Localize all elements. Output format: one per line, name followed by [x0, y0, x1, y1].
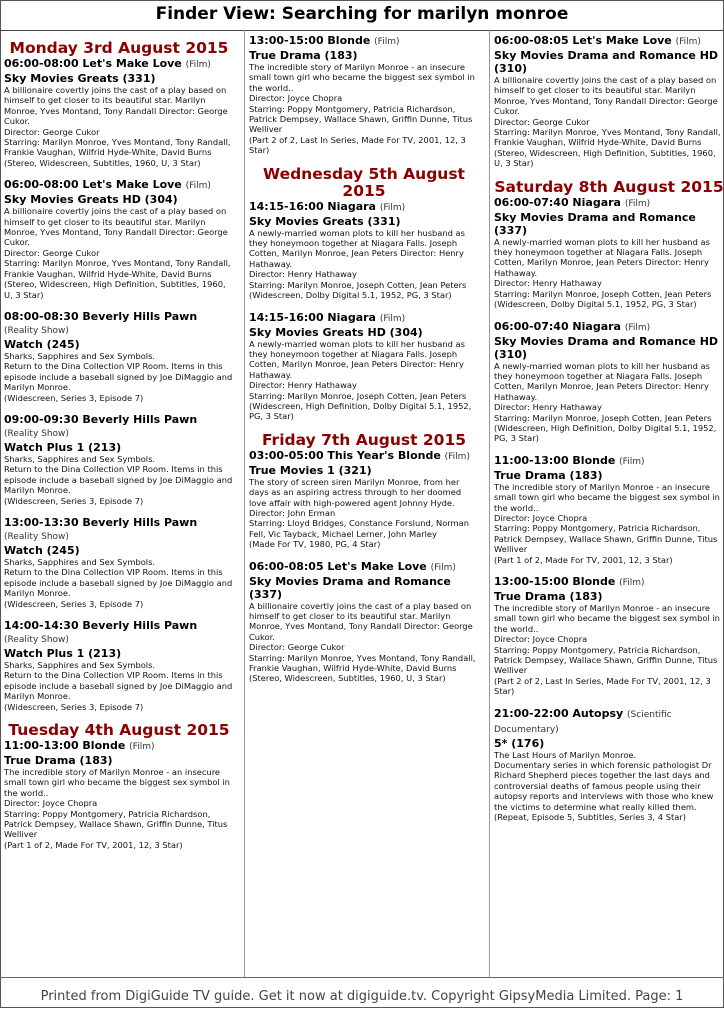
description-line: The incredible story of Marilyn Monroe - an insecure small town girl who became the biggest sex symbol in the world..: [494, 603, 720, 634]
description-line: Documentary series in which forensic pathologist Dr Richard Shepherd pieces together the last days and controversial deaths of famous people using their autopsy reports and interviews with those who knew the victims to determine what really killed them.: [494, 760, 714, 812]
programme-type: (Film): [185, 60, 211, 70]
description-line: A billionaire covertly joins the cast of a play based on himself to get closer to its beautiful star. Marilyn Monroe, Yves Montand, Tony Randall Director: George Cukor.: [249, 600, 473, 642]
programme-type: (Reality Show): [4, 531, 69, 542]
programme-description: [4, 351, 234, 403]
listing-column-2: [249, 34, 479, 694]
day-heading: Monday 3rd August 2015: [9, 39, 229, 57]
day-heading: Saturday 8th August 2015: [494, 177, 724, 196]
programme-type: (Film): [379, 202, 406, 213]
programme-description: [494, 603, 724, 697]
description-line: A newly-married woman plots to kill her husband as they honeymoon together at Niagara Falls. Joseph Cotten, Marilyn Monroe, Jean Peters Director: Henry Hathaway.: [249, 227, 465, 269]
programme-time-title: 06:00-08:05 Let's Make Love: [494, 34, 672, 47]
description-line: A billionaire covertly joins the cast of a play based on himself to get closer to its beautiful star. Marilyn Monroe, Yves Montand, Tony Randall Director: George Cukor.: [494, 75, 718, 117]
listing-item[interactable]: [4, 619, 234, 712]
programme-title: [494, 575, 724, 590]
programme-time-title: 14:00-14:30 Beverly Hills Pawn: [4, 619, 198, 632]
description-line: The story of screen siren Marilyn Monroe, from her days as an aspiring actress through to her doomed love affair with high-powered agent Johnny Hyde.: [249, 476, 462, 508]
description-line: (Repeat, Episode 5, Subtitles, Series 3, 4 Star): [494, 812, 686, 823]
listing-item[interactable]: [494, 575, 724, 697]
description-line: A newly-married woman plots to kill her husband as they honeymoon together at Niagara Falls. Joseph Cotten, Marilyn Monroe, Jean Peters Director: Henry Hathaway.: [494, 360, 710, 402]
programme-description: [4, 206, 234, 300]
description-line: (Stereo, Widescreen, Subtitles, 1960, U, 3 Star): [249, 673, 446, 684]
programme-description: [4, 85, 234, 168]
programme-type: (Film): [444, 451, 470, 462]
programme-time-title: 14:15-16:00 Niagara: [249, 199, 376, 213]
programme-type: (Reality Show): [4, 428, 69, 439]
day-heading: Friday 7th August 2015: [261, 430, 467, 449]
listing-item[interactable]: [249, 560, 479, 684]
listing-item[interactable]: [4, 178, 234, 300]
description-line: (Stereo, Widescreen, Subtitles, 1960, U, 3 Star): [4, 157, 201, 168]
description-line: Return to the Dina Collection VIP Room. Items in this episode include a baseball signed by Joe DiMaggio and Marilyn Monroe.: [4, 670, 233, 702]
description-line: (Made For TV, 1980, PG, 4 Star): [249, 539, 381, 550]
description-line: (Widescreen, Series 3, Episode 7): [4, 701, 144, 712]
programme-time-title: 21:00-22:00 Autopsy: [494, 706, 624, 720]
listing-item[interactable]: [494, 196, 724, 310]
description-line: Starring: Marilyn Monroe, Yves Montand, Tony Randall, Frankie Vaughan, Wilfrid Hyde-White, David Burns: [494, 127, 721, 148]
channel-name: True Movies 1 (321): [249, 463, 372, 477]
description-line: Director: Henry Hathaway: [249, 380, 357, 391]
description-line: (Widescreen, Dolby Digital 5.1, 1952, PG, 3 Star): [494, 299, 697, 310]
programme-title: [4, 57, 234, 72]
description-line: Director: Henry Hathaway: [494, 278, 602, 289]
programme-time-title: 11:00-13:00 Blonde: [494, 453, 616, 467]
programme-time-title: 06:00-07:40 Niagara: [494, 319, 621, 333]
programme-type: (Reality Show): [4, 635, 69, 645]
description-line: The incredible story of Marilyn Monroe - an insecure small town girl who became the biggest sex symbol in the world..: [494, 481, 720, 513]
description-line: The incredible story of Marilyn Monroe - an insecure small town girl who became the biggest sex symbol in the world..: [4, 767, 230, 798]
listing-item[interactable]: [4, 516, 234, 609]
programme-type: (Film): [619, 578, 645, 588]
description-line: Sharks, Sapphires and Sex Symbols.: [4, 453, 156, 464]
description-line: (Stereo, Widescreen, High Definition, Subtitles, 1960, U, 3 Star): [494, 147, 716, 169]
description-line: (Widescreen, Series 3, Episode 7): [4, 392, 144, 403]
description-line: Sharks, Sapphires and Sex Symbols.: [4, 660, 156, 670]
programme-description: [494, 75, 724, 169]
channel-name: True Drama (183): [494, 590, 603, 603]
programme-description: [494, 237, 724, 310]
programme-type: (Film): [379, 313, 406, 324]
listing-item[interactable]: [4, 57, 234, 168]
programme-title: [494, 34, 724, 49]
description-line: The incredible story of Marilyn Monroe - an insecure small town girl who became the biggest sex symbol in the world..: [249, 62, 475, 93]
programme-description: [494, 482, 724, 565]
channel-name: Watch Plus 1 (213): [4, 647, 122, 660]
description-line: Starring: Marilyn Monroe, Yves Montand, Tony Randall, Frankie Vaughan, Wilfrid Hyde-White, David Burns: [4, 137, 231, 158]
programme-time-title: 13:00-15:00 Blonde: [249, 34, 371, 47]
description-line: Director: Joyce Chopra: [4, 798, 98, 809]
description-line: A newly-married woman plots to kill her husband as they honeymoon together at Niagara Falls. Joseph Cotten, Marilyn Monroe, Jean Peters Director: Henry Hathaway.: [494, 236, 710, 278]
programme-type: (Reality Show): [4, 325, 69, 336]
footer-text: Printed from DigiGuide TV guide. Get it now at digiguide.tv. Copyright GipsyMedia Limited. Page: 1: [40, 989, 684, 1004]
description-line: Starring: Marilyn Monroe, Joseph Cotten, Jean Peters: [249, 390, 467, 401]
channel-name: Sky Movies Greats (331): [4, 72, 156, 85]
description-line: Director: George Cukor: [4, 126, 100, 137]
programme-type: (Film): [185, 181, 211, 192]
listing-item[interactable]: [494, 34, 724, 169]
day-heading: Wednesday 5th August 2015: [263, 164, 465, 200]
description-line: A newly-married woman plots to kill her husband as they honeymoon together at Niagara Falls. Joseph Cotten, Marilyn Monroe, Jean Peters Director: Henry Hathaway.: [249, 338, 465, 380]
description-line: Director: George Cukor: [494, 116, 590, 127]
description-line: (Part 2 of 2, Last In Series, Made For TV, 2001, 12, 3 Star): [249, 134, 466, 156]
description-line: Starring: Marilyn Monroe, Yves Montand, Tony Randall, Frankie Vaughan, Wilfrid Hyde-White, David Burns: [4, 258, 231, 279]
programme-time-title: 06:00-08:05 Let's Make Love: [249, 559, 427, 573]
programme-type: (Film): [624, 322, 651, 333]
description-line: Sharks, Sapphires and Sex Symbols.: [4, 350, 156, 361]
channel-name: Sky Movies Greats HD (304): [4, 193, 178, 207]
programme-description: [4, 767, 234, 850]
listing-item[interactable]: [249, 200, 479, 301]
channel-name: True Drama (183): [494, 468, 603, 482]
programme-description: [494, 361, 724, 444]
description-line: Starring: Marilyn Monroe, Joseph Cotten, Jean Peters: [494, 412, 712, 423]
programme-title: [249, 449, 479, 464]
listing-item[interactable]: [249, 311, 479, 422]
description-line: Director: Joyce Chopra: [494, 634, 588, 645]
description-line: Sharks, Sapphires and Sex Symbols.: [4, 556, 156, 567]
title-divider: [0, 30, 724, 31]
listing-item[interactable]: [494, 320, 724, 444]
listing-column-1: [4, 34, 234, 860]
description-line: Director: Henry Hathaway: [494, 402, 602, 413]
programme-title: [4, 739, 234, 754]
listing-column-3: [494, 34, 724, 833]
channel-name: Sky Movies Drama and Romance HD (310): [494, 334, 719, 361]
channel-name: True Drama (183): [4, 754, 113, 768]
programme-time-title: 13:00-15:00 Blonde: [494, 575, 616, 588]
column-divider: [244, 30, 245, 977]
description-line: The Last Hours of Marilyn Monroe.: [494, 749, 637, 760]
description-line: Starring: Marilyn Monroe, Joseph Cotten, Jean Peters: [249, 279, 467, 290]
programme-title: [494, 707, 724, 737]
programme-title: [4, 516, 234, 544]
programme-title: [249, 34, 479, 49]
description-line: (Widescreen, Dolby Digital 5.1, 1952, PG, 3 Star): [249, 290, 452, 301]
programme-title: [494, 196, 724, 211]
programme-type: (Film): [624, 198, 651, 209]
programme-time-title: 13:00-13:30 Beverly Hills Pawn: [4, 515, 198, 529]
channel-name: 5* (176): [494, 736, 545, 750]
programme-type: (Film): [374, 37, 400, 47]
listing-item[interactable]: [494, 707, 724, 823]
description-line: A billionaire covertly joins the cast of a play based on himself to get closer to its beautiful star. Marilyn Monroe, Yves Montand, Tony Randall Director: George Cukor.: [4, 206, 228, 248]
programme-type: (Film): [129, 742, 155, 753]
programme-description: [249, 62, 479, 156]
programme-time-title: 06:00-07:40 Niagara: [494, 195, 621, 209]
channel-name: Watch (245): [4, 543, 80, 557]
description-line: (Widescreen, Series 3, Episode 7): [4, 495, 144, 506]
description-line: Director: Henry Hathaway: [249, 269, 357, 280]
description-line: Director: Joyce Chopra: [494, 512, 588, 523]
description-line: Director: Joyce Chopra: [249, 93, 343, 104]
programme-description: [249, 601, 479, 684]
programme-title: [4, 178, 234, 193]
description-line: Starring: Poppy Montgomery, Patricia Richardson, Patrick Dempsey, Wallace Shawn, Griffin Dunne, Titus Welliver: [4, 808, 228, 840]
programme-description: [249, 477, 479, 550]
programme-description: [4, 660, 234, 712]
description-line: (Part 1 of 2, Made For TV, 2001, 12, 3 Star): [4, 839, 183, 850]
programme-time-title: 09:00-09:30 Beverly Hills Pawn: [4, 412, 198, 426]
column-divider: [489, 30, 490, 977]
programme-description: [249, 228, 479, 301]
description-line: Starring: Poppy Montgomery, Patricia Richardson, Patrick Dempsey, Wallace Shawn, Griffin Dunne, Titus Welliver: [494, 523, 718, 555]
listing-item[interactable]: [494, 454, 724, 565]
programme-title: [494, 454, 724, 469]
programme-time-title: 08:00-08:30 Beverly Hills Pawn: [4, 309, 198, 323]
listing-item[interactable]: [4, 310, 234, 403]
programme-title: [249, 200, 479, 215]
description-line: Return to the Dina Collection VIP Room. Items in this episode include a baseball signed by Joe DiMaggio and Marilyn Monroe.: [4, 567, 233, 599]
description-line: (Part 2 of 2, Last In Series, Made For TV, 2001, 12, 3 Star): [494, 675, 711, 697]
programme-description: [249, 339, 479, 422]
description-line: (Part 1 of 2, Made For TV, 2001, 12, 3 Star): [494, 554, 673, 565]
channel-name: Sky Movies Drama and Romance (337): [494, 210, 696, 237]
programme-title: [494, 320, 724, 335]
programme-type: (Scientific Documentary): [494, 709, 672, 735]
description-line: A billionaire covertly joins the cast of a play based on himself to get closer to its beautiful star. Marilyn Monroe, Yves Montand, Tony Randall Director: George Cukor.: [4, 85, 228, 127]
description-line: (Widescreen, High Definition, Dolby Digital 5.1, 1952, PG, 3 Star): [249, 400, 472, 422]
listing-item[interactable]: [4, 739, 234, 850]
description-line: Return to the Dina Collection VIP Room. Items in this episode include a baseball signed by Joe DiMaggio and Marilyn Monroe.: [4, 464, 233, 496]
channel-name: Sky Movies Drama and Romance (337): [249, 574, 451, 601]
channel-name: Sky Movies Greats HD (304): [249, 325, 423, 339]
programme-description: [4, 454, 234, 506]
description-line: (Stereo, Widescreen, High Definition, Subtitles, 1960, U, 3 Star): [4, 279, 226, 300]
description-line: Starring: Marilyn Monroe, Yves Montand, Tony Randall, Frankie Vaughan, Wilfrid Hyde-White, David Burns: [249, 652, 476, 674]
programme-title: [4, 413, 234, 441]
channel-name: Sky Movies Drama and Romance HD (310): [494, 49, 719, 75]
description-line: Director: George Cukor: [4, 247, 100, 258]
programme-title: [4, 619, 234, 647]
listing-item[interactable]: [249, 449, 479, 550]
programme-description: [4, 557, 234, 609]
programme-type: (Film): [675, 37, 701, 47]
description-line: Director: John Erman: [249, 507, 336, 518]
description-line: Starring: Poppy Montgomery, Patricia Richardson, Patrick Dempsey, Wallace Shawn, Griffin Dunne, Titus Welliver: [494, 644, 718, 676]
channel-name: Watch (245): [4, 337, 80, 351]
programme-time-title: 11:00-13:00 Blonde: [4, 739, 126, 753]
programme-time-title: 06:00-08:00 Let's Make Love: [4, 57, 182, 70]
programme-time-title: 06:00-08:00 Let's Make Love: [4, 178, 182, 192]
programme-title: [249, 560, 479, 575]
programme-title: [4, 310, 234, 338]
channel-name: Watch Plus 1 (213): [4, 440, 122, 454]
programme-description: [494, 750, 724, 823]
description-line: Starring: Poppy Montgomery, Patricia Richardson, Patrick Dempsey, Wallace Shawn, Griffin Dunne, Titus Welliver: [249, 103, 473, 135]
programme-type: (Film): [619, 456, 645, 467]
description-line: Director: George Cukor: [249, 642, 345, 653]
programme-time-title: 03:00-05:00 This Year's Blonde: [249, 448, 441, 462]
programme-time-title: 14:15-16:00 Niagara: [249, 310, 376, 324]
description-line: Return to the Dina Collection VIP Room. Items in this episode include a baseball signed by Joe DiMaggio and Marilyn Monroe.: [4, 361, 233, 393]
channel-name: True Drama (183): [249, 49, 358, 62]
description-line: Starring: Marilyn Monroe, Joseph Cotten, Jean Peters: [494, 288, 712, 299]
channel-name: Sky Movies Greats (331): [249, 214, 401, 228]
programme-type: (Film): [430, 562, 456, 573]
description-line: (Widescreen, High Definition, Dolby Digital 5.1, 1952, PG, 3 Star): [494, 422, 717, 444]
description-line: Starring: Lloyd Bridges, Constance Forslund, Norman Fell, Vic Tayback, Michael Lerner, John Marley: [249, 518, 469, 539]
programme-title: [249, 311, 479, 326]
footer-divider: [0, 977, 724, 978]
page-title: Finder View: Searching for marilyn monroe: [155, 4, 569, 24]
listing-item[interactable]: [4, 413, 234, 506]
listing-item[interactable]: [249, 34, 479, 156]
description-line: (Widescreen, Series 3, Episode 7): [4, 598, 144, 609]
day-heading: Tuesday 4th August 2015: [8, 721, 230, 740]
